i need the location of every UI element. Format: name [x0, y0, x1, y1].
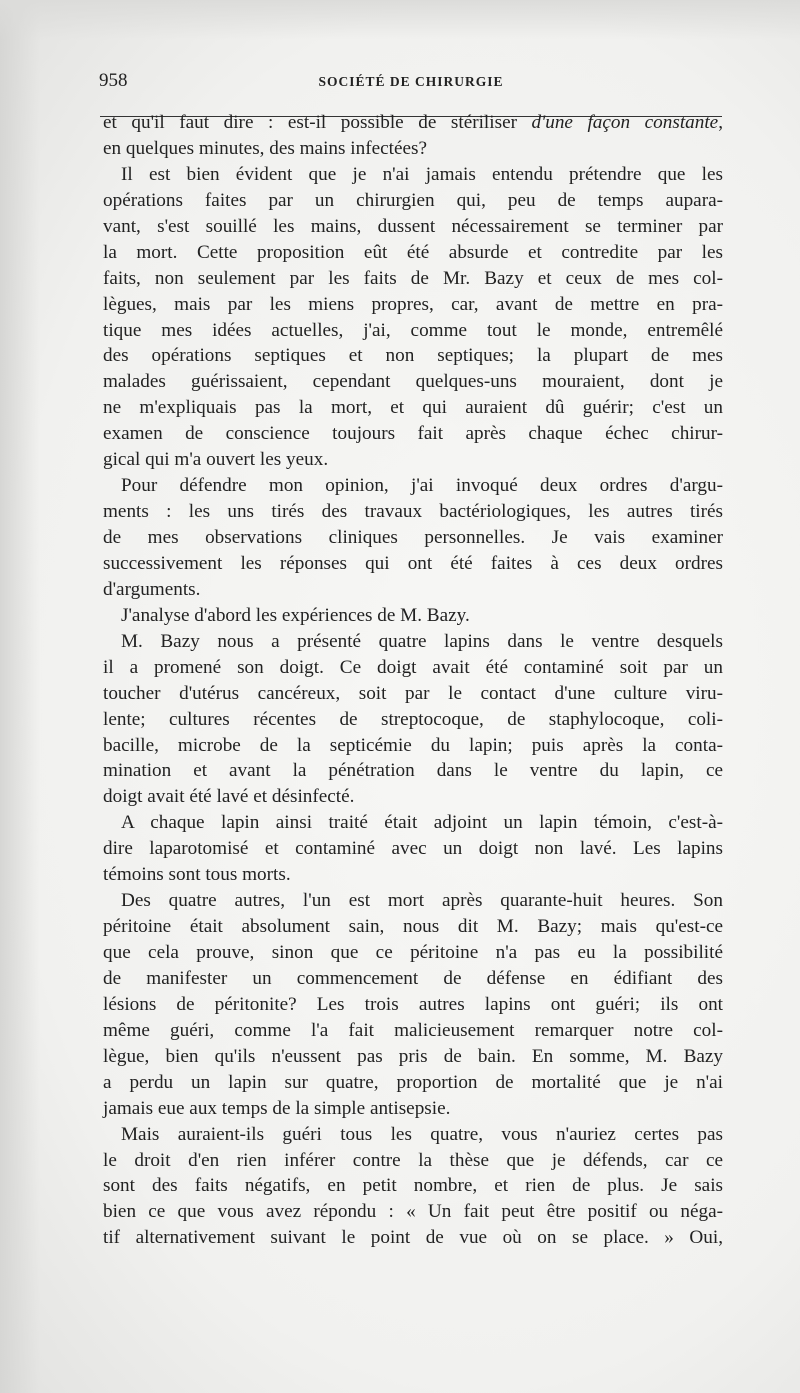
text-line: malades guérissaient, cependant quelques-uns mouraient, dont je	[103, 371, 723, 393]
paragraph	[103, 888, 723, 1121]
text-line: bien ce que vous avez répondu : « Un fait peut être positif ou néga-	[103, 1201, 723, 1223]
text-line: il a promené son doigt. Ce doigt avait été contaminé soit par un	[103, 656, 723, 678]
running-title: SOCIÉTÉ DE CHIRURGIE	[318, 74, 504, 89]
text-line: bacille, microbe de la septicémie du lapin; puis après la conta-	[103, 734, 723, 756]
paragraph	[103, 473, 723, 603]
text-line: sont des faits négatifs, en petit nombre, et rien de plus. Je sais	[103, 1175, 723, 1197]
text-line: opérations faites par un chirurgien qui, peu de temps aupara-	[103, 189, 723, 211]
text-line: lègues, mais par les miens propres, car, avant de mettre en pra-	[103, 293, 723, 315]
text-line: toucher d'utérus cancéreux, soit par le contact d'une culture viru-	[103, 682, 723, 704]
text-line: que cela prouve, sinon que ce péritoine n'a pas eu la possibilité	[103, 942, 723, 963]
text-line: dire laparotomisé et contaminé avec un doigt non lavé. Les lapins	[103, 838, 723, 860]
text-line: a perdu un lapin sur quatre, proportion de mortalité que je n'ai	[103, 1071, 723, 1093]
body-text	[103, 110, 723, 1251]
text-line: Des quatre autres, l'un est mort après quarante-huit heures. Son	[121, 890, 723, 912]
text-line: ments : les uns tirés des travaux bactériologiques, les autres tirés	[103, 501, 723, 523]
paragraphs	[103, 136, 723, 1251]
text-line: successivement les réponses qui ont été faites à ces deux ordres	[103, 552, 723, 574]
paragraph	[103, 603, 723, 629]
text-line: vant, s'est souillé les mains, dussent nécessairement se terminer par	[103, 215, 723, 237]
text-line: jamais eue aux temps de la simple antisepsie.	[103, 1097, 451, 1119]
text-line: Pour défendre mon opinion, j'ai invoqué deux ordres d'argu-	[121, 475, 723, 497]
text-line: A chaque lapin ainsi traité était adjoint un lapin témoin, c'est-à-	[121, 812, 723, 834]
scan-edge-shadow	[0, 0, 800, 40]
text-line: de manifester un commencement de défense en édifiant des	[103, 967, 723, 989]
text-line: témoins sont tous morts.	[103, 864, 291, 886]
page-number: 958	[99, 70, 128, 91]
text-line: lègue, bien qu'ils n'eussent pas pris de bain. En somme, M. Bazy	[103, 1045, 723, 1067]
text-line: même guéri, comme l'a fait malicieusement remarquer notre col-	[103, 1019, 723, 1041]
text-line: J'analyse d'abord les expériences de M. Bazy.	[121, 604, 470, 626]
text-run: et qu'il faut dire : est-il possible de stériliser	[103, 112, 532, 133]
text-line: Mais auraient-ils guéri tous les quatre, vous n'auriez certes pas	[121, 1123, 723, 1145]
scan-edge-shadow	[0, 0, 40, 1393]
paragraph	[103, 162, 723, 473]
text-line: la mort. Cette proposition eût été absurde et contredite par les	[103, 241, 723, 263]
text-line: ne m'expliquais pas la mort, et qui auraient dû guérir; c'est un	[103, 397, 723, 419]
text-line: mination et avant la pénétration dans le ventre du lapin, ce	[103, 760, 723, 782]
text-run: ,	[718, 112, 723, 133]
paragraph	[103, 810, 723, 888]
text-line: tique mes idées actuelles, j'ai, comme tout le monde, entremêlé	[103, 319, 723, 341]
text-line: M. Bazy nous a présenté quatre lapins dans le ventre desquels	[121, 630, 723, 652]
paragraph	[103, 136, 723, 162]
text-line: de mes observations cliniques personnelles. Je vais examiner	[103, 527, 723, 548]
text-line: examen de conscience toujours fait après chaque échec chirur-	[103, 423, 723, 445]
text-line: en quelques minutes, des mains infectées?	[103, 137, 427, 159]
text-line: d'arguments.	[103, 578, 201, 600]
italic-emphasis: d'une façon constante	[531, 112, 719, 133]
text-line: gical qui m'a ouvert les yeux.	[103, 449, 329, 471]
text-line: des opérations septiques et non septiques; la plupart de mes	[103, 345, 723, 367]
paragraph	[103, 629, 723, 811]
text-line: faits, non seulement par les faits de Mr. Bazy et ceux de mes col-	[103, 267, 723, 289]
text-line: lésions de péritonite? Les trois autres lapins ont guéri; ils ont	[103, 993, 723, 1015]
text-line: Il est bien évident que je n'ai jamais entendu prétendre que les	[121, 163, 723, 185]
paragraph	[103, 1122, 723, 1252]
text-line: tif alternativement suivant le point de vue où on se place. » Oui,	[103, 1227, 723, 1249]
text-line: lente; cultures récentes de streptocoque, de staphylocoque, coli-	[103, 708, 723, 730]
text-line: péritoine était absolument sain, nous dit M. Bazy; mais qu'est-ce	[103, 916, 723, 938]
text-line: le droit d'en rien inférer contre la thèse que je défends, car ce	[103, 1149, 723, 1171]
text-line	[103, 110, 723, 136]
text-line: doigt avait été lavé et désinfecté.	[103, 786, 355, 808]
